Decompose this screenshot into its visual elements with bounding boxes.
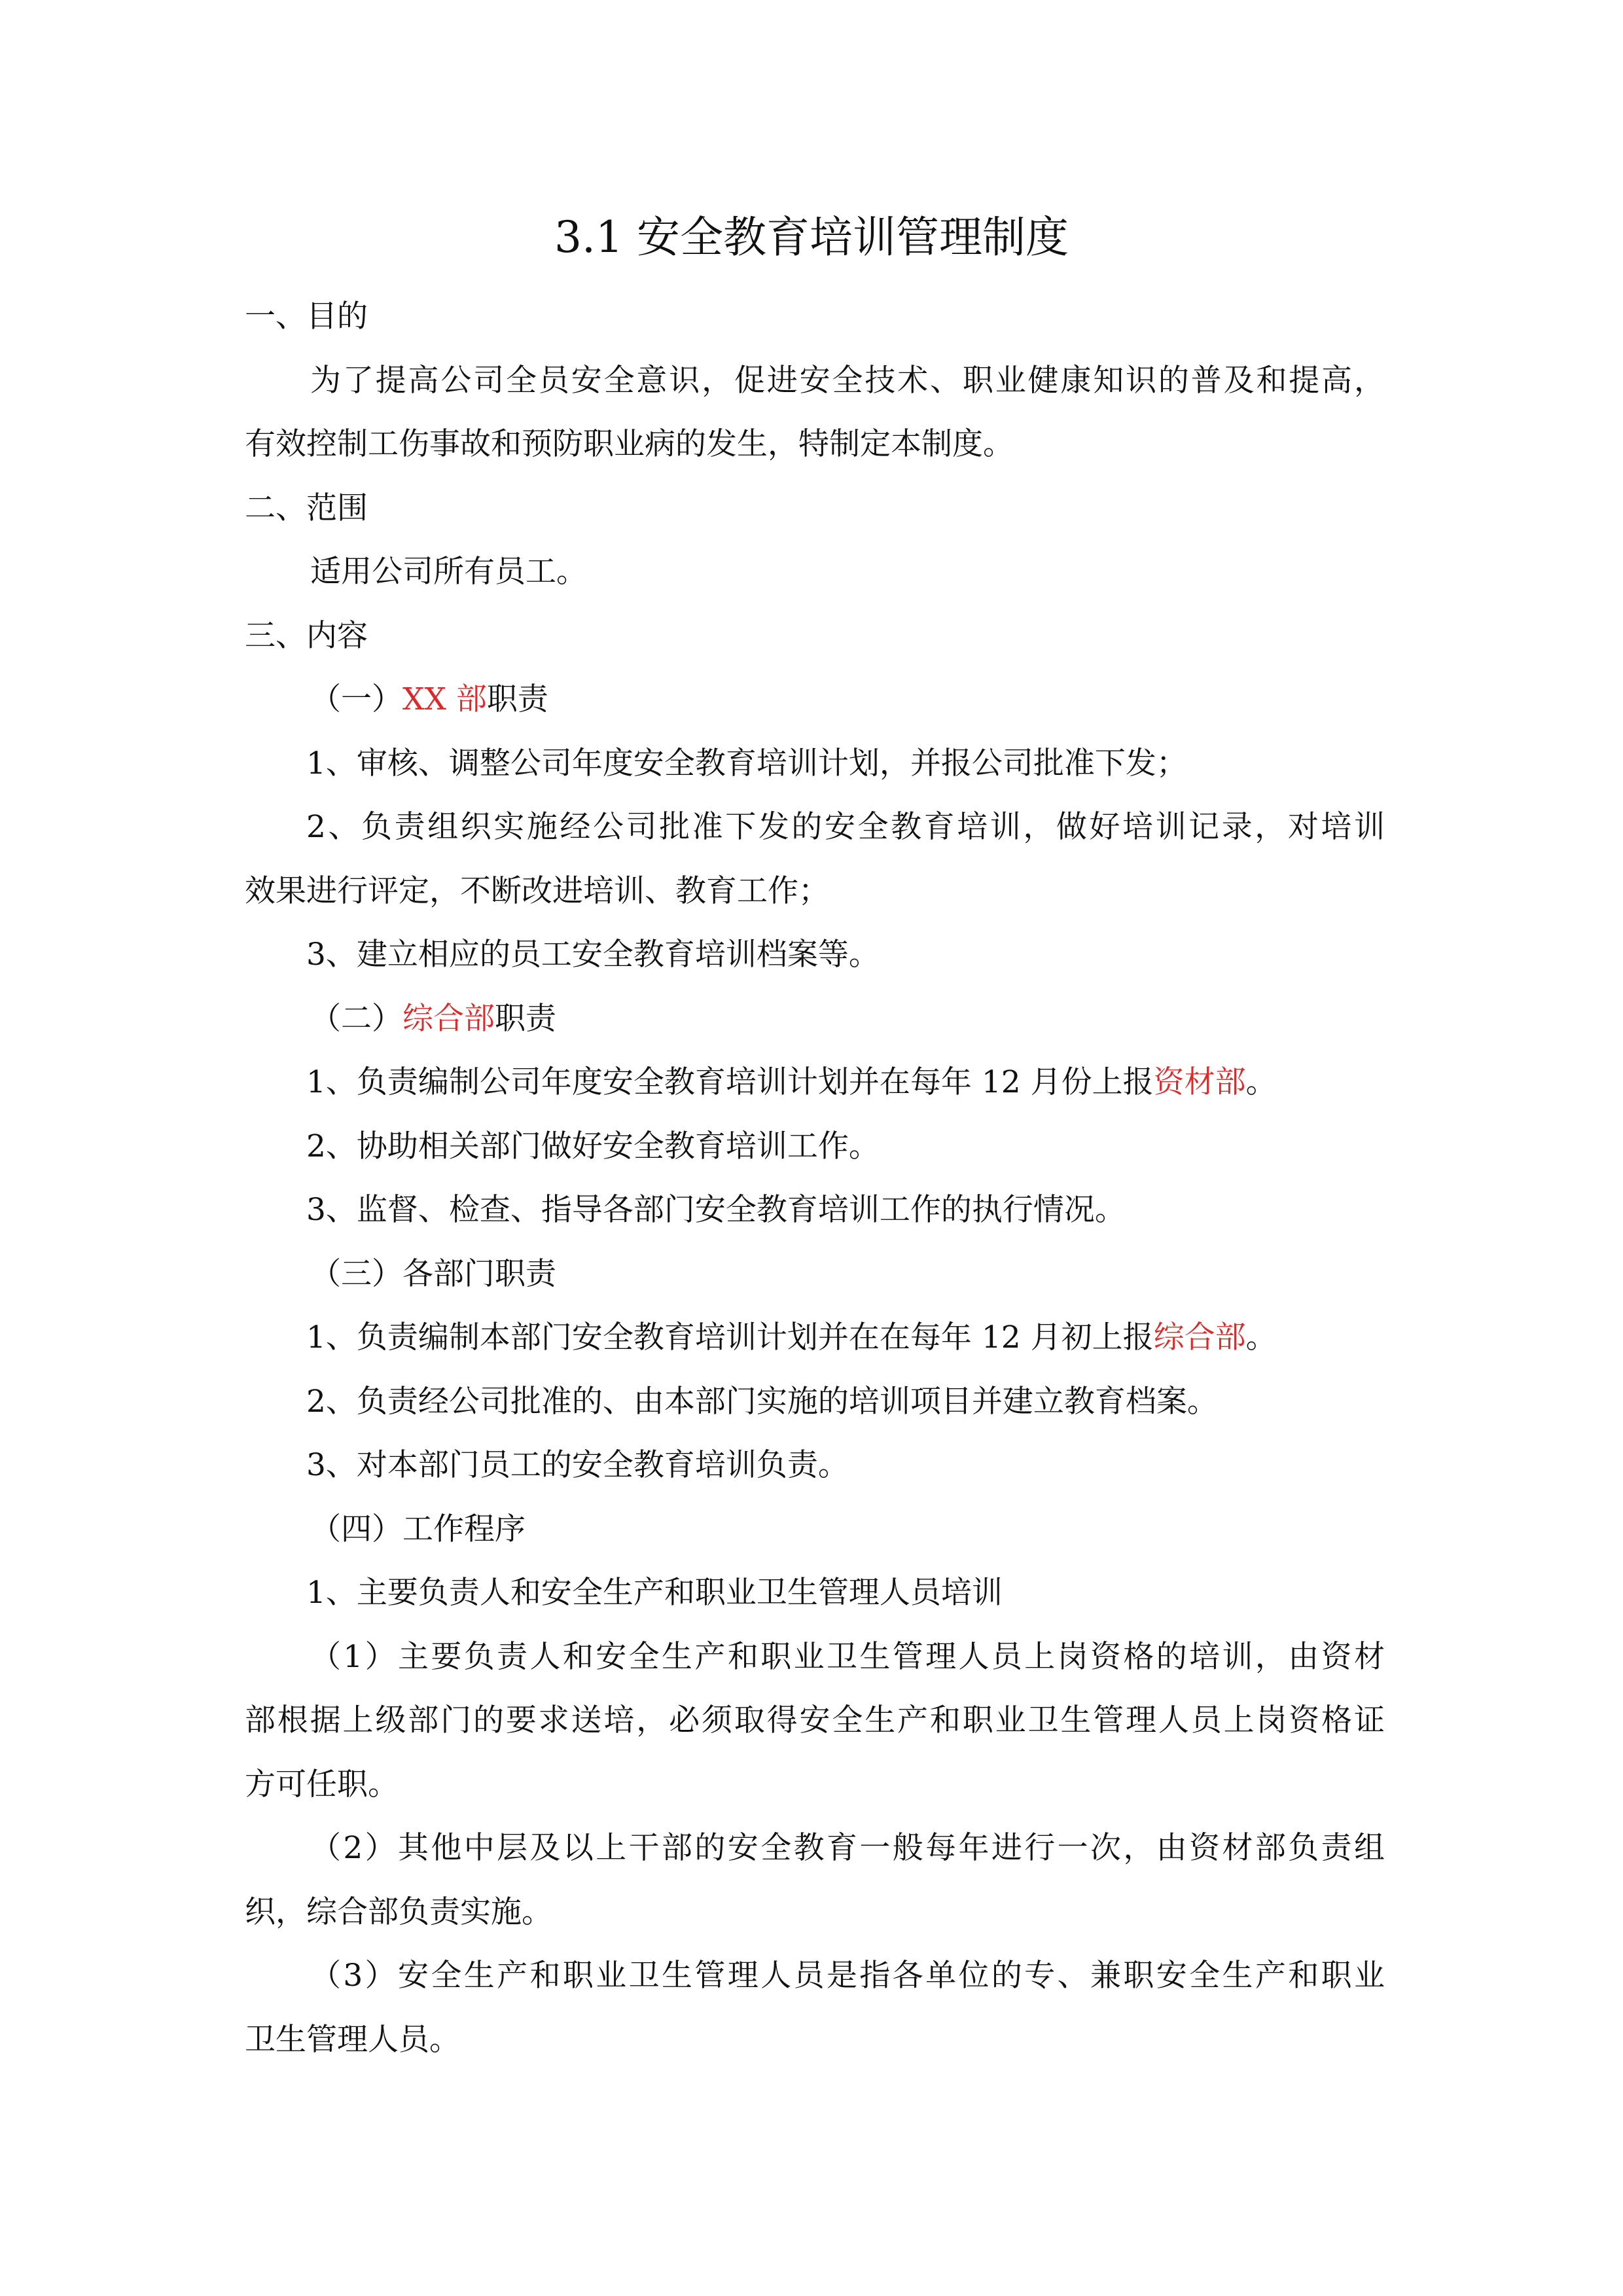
list-item-b2: 2、协助相关部门做好安全教育培训工作。	[306, 1128, 880, 1164]
list-item-b1-text: 1、负责编制公司年度安全教育培训计划并在每年 12 月份上报	[306, 1064, 1154, 1100]
list-item-c1-highlight: 综合部	[1153, 1319, 1246, 1355]
list-item-b3: 3、监督、检查、指导各部门安全教育培训工作的执行情况。	[306, 1192, 1126, 1228]
subsection-2-highlight: 综合部	[402, 1000, 495, 1037]
list-item-d1-1-line-1: （1）主要负责人和安全生产和职业卫生管理人员上岗资格的培训，由资材	[310, 1638, 1385, 1675]
list-item-d1-1-line-3: 方可任职。	[245, 1766, 399, 1803]
list-item-a2-line-1: 2、负责组织实施经公司批准下发的安全教育培训，做好培训记录，对培训	[306, 809, 1385, 845]
list-item-b1-end: 。	[1245, 1064, 1277, 1100]
list-item-d1: 1、主要负责人和安全生产和职业卫生管理人员培训	[306, 1575, 1003, 1611]
paragraph-purpose-line-1: 为了提高公司全员安全意识，促进安全技术、职业健康知识的普及和提高，	[310, 362, 1385, 399]
subsection-1-suffix: 职责	[486, 681, 548, 717]
document-title: 3.1 安全教育培训管理制度	[554, 212, 1069, 262]
section-heading-scope: 二、范围	[245, 490, 368, 526]
list-item-c1	[245, 1306, 1385, 1370]
subsection-heading-3: （三）各部门职责	[310, 1255, 556, 1292]
subsection-heading-1	[245, 668, 1385, 732]
subsection-2-suffix: 职责	[495, 1000, 556, 1037]
list-item-a3: 3、建立相应的员工安全教育培训档案等。	[306, 937, 880, 973]
list-item-d1-2-line-2: 织，综合部负责实施。	[245, 1893, 552, 1930]
list-item-c1-end: 。	[1245, 1319, 1277, 1355]
subsection-1-prefix: （一）	[310, 681, 402, 717]
list-item-d1-1-line-2: 部根据上级部门的要求送培，必须取得安全生产和职业卫生管理人员上岗资格证	[245, 1702, 1385, 1738]
list-item-c1-text: 1、负责编制本部门安全教育培训计划并在在每年 12 月初上报	[306, 1319, 1154, 1355]
document-body	[245, 285, 1385, 2072]
list-item-d1-2-line-1: （2）其他中层及以上干部的安全教育一般每年进行一次，由资材部负责组	[310, 1830, 1385, 1866]
subsection-1-highlight: XX 部	[402, 681, 487, 717]
list-item-b1	[245, 1050, 1385, 1115]
list-item-d1-3-line-1: （3）安全生产和职业卫生管理人员是指各单位的专、兼职安全生产和职业	[310, 1958, 1385, 1994]
subsection-2-prefix: （二）	[310, 1000, 402, 1037]
list-item-c2: 2、负责经公司批准的、由本部门实施的培训项目并建立教育档案。	[306, 1383, 1218, 1420]
subsection-heading-4: （四）工作程序	[310, 1511, 526, 1547]
paragraph-purpose-line-2: 有效控制工伤事故和预防职业病的发生，特制定本制度。	[245, 426, 1014, 462]
section-heading-purpose: 一、目的	[245, 298, 368, 334]
section-heading-content: 三、内容	[245, 617, 368, 654]
list-item-b1-highlight: 资材部	[1153, 1064, 1246, 1100]
list-item-a2-line-2: 效果进行评定，不断改进培训、教育工作；	[245, 872, 829, 909]
list-item-c3: 3、对本部门员工的安全教育培训负责。	[306, 1447, 849, 1483]
list-item-a1: 1、审核、调整公司年度安全教育培训计划，并报公司批准下发；	[306, 745, 1187, 781]
list-item-d1-3-line-2: 卫生管理人员。	[245, 2021, 460, 2058]
paragraph-scope: 适用公司所有员工。	[310, 554, 587, 590]
subsection-heading-2	[245, 987, 1385, 1051]
